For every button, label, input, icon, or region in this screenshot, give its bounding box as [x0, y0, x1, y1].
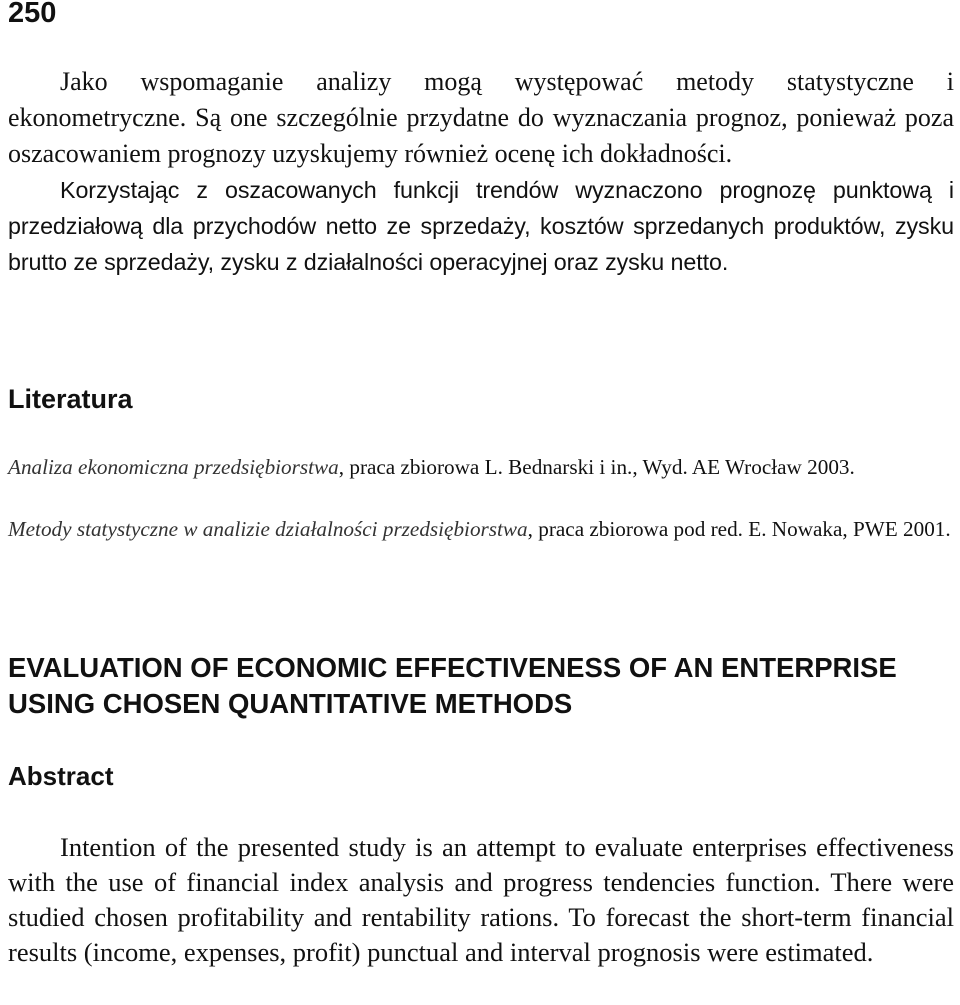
- abstract-body: Intention of the presented study is an attempt to evaluate enterprises effectiveness with the use of financial index analysis and progress tendencies function. There were studied chosen profitability and rentability rations. To forecast the short-term financial results (income, expenses, profit) punctual and interval prognosis were estimated.: [8, 832, 954, 967]
- intro-paragraph-serif: Jako wspomaganie analizy mogą występować metody statystyczne i ekonometryczne. Są one szczególnie przydatne do wyznaczania prognoz, ponieważ poza oszacowaniem prognozy uzyskujemy również ocenę ich dokładności.: [8, 67, 954, 168]
- reference-details: , praca zbiorowa L. Bednarski i in., Wyd. AE Wrocław 2003.: [338, 455, 855, 479]
- reference-details: , praca zbiorowa pod red. E. Nowaka, PWE 2001.: [527, 517, 951, 541]
- reference-title: Metody statystyczne w analizie działalności przedsiębiorstwa: [8, 517, 528, 541]
- abstract-heading: Abstract: [8, 761, 114, 791]
- english-title: EVALUATION OF ECONOMIC EFFECTIVENESS OF AN ENTERPRISE USING CHOSEN QUANTITATIVE METHODS: [8, 652, 897, 719]
- literature-heading: Literatura: [8, 384, 133, 414]
- reference-title: Analiza ekonomiczna przedsiębiorstwa: [8, 455, 339, 479]
- intro-paragraph-sans: Korzystając z oszacowanych funkcji trendów wyznaczono prognozę punktową i przedziałową dla przychodów netto ze sprzedaży, kosztów sprzedanych produktów, zysku brutto ze sprzedaży, zysku z działalności operacyjnej oraz zysku netto.: [8, 177, 954, 275]
- reference-item: [8, 514, 954, 545]
- reference-item: [8, 452, 954, 483]
- page-number: 250: [8, 0, 57, 29]
